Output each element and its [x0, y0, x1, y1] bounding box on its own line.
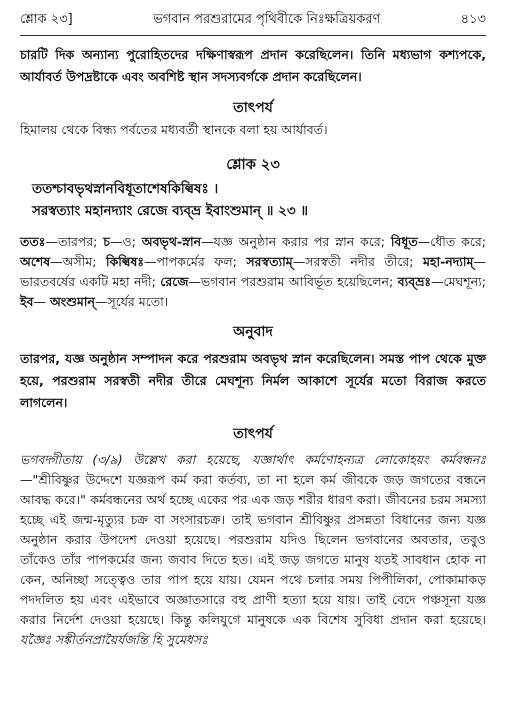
synonym-word: ইব: [20, 294, 34, 309]
translation-heading: অনুবাদ: [233, 324, 273, 340]
purport-heading-2: তাৎপর্য: [233, 426, 273, 442]
purport-body: —"শ্রীবিষ্ণুর উদ্দেশে যজ্ঞরূপ কর্ম করা কর্তব্য, তা না হলে কর্ম জীবকে জড় জগতের বন্ধনে আবদ্ধ করে।" কর্মবন্ধনের অর্থ হচ্ছে একের পর এক জড় শরীর ধারণ করা। জীবনের চরম সমস্যা হচ্ছে এই জন্ম-মৃত্যুর চক্র বা সংসারচক্র। তাই ভগবান শ্রীবিষ্ণুর প্রসন্নতা বিধানের জন্য যজ্ঞ অনুষ্ঠান করার উপদেশ দেওয়া হয়েছে। পরশুরাম যদিও ছিলেন ভগবানের অবতার, তবুও তাঁকেও তাঁর পাপকর্মের জন্য জবাব দিতে হত। এই জড় জগতে মানুষ যতই সাবধান হোক না কেন, অনিচ্ছা সত্ত্বেও তার পাপ হয়ে যায়। যেমন পথে চলার সময় পিপীলিকা, পোকামাকড় পদদলিত হয় এবং এইভাবে অজ্ঞাতসারে বহু প্রাণী হত্যা হয়ে যায়। তাই বেদে পঞ্চসূনা যজ্ঞ করার নির্দেশ দেওয়া হয়েছে। কিন্তু কলিযুগে মানুষকে এক বিশেষ সুবিধা প্রদান করা হয়েছে।: [20, 472, 486, 627]
synonym-word: ব্যব্ভ্রঃ: [397, 274, 432, 289]
synonym-meaning: —ভারতবর্ষের একটি মহা নদী;: [20, 254, 486, 289]
page-number: ৪১৩: [460, 12, 486, 27]
synonym-word: ততঃ: [20, 234, 46, 249]
intro-paragraph: চারটি দিক অন্যান্য পুরোহিতদের দক্ষিণাস্বরূপ প্রদান করেছিলেন। তিনি মধ্যভাগ কশ্যপকে, আর্যাবর্ত উপদ্রষ্টাকে এবং অবশিষ্ট স্থান সদস্যবর্গকে প্রদান করেছিলেন।: [20, 47, 486, 84]
synonym-meaning: —সরস্বতী নদীর তীরে;: [292, 254, 423, 269]
synonym-word: বিধূত: [390, 234, 418, 249]
synonym-word: কিল্বিষঃ: [105, 254, 145, 269]
synonym-meaning: —ভগবান পরশুরাম আবির্ভূত হয়েছিলেন;: [188, 274, 398, 289]
synonym-word: রেজে: [160, 274, 189, 289]
purport-source: ভগবদ্গীতায় (৩/৯) উল্লেখ করা হয়েছে,: [20, 452, 253, 467]
synonym-meaning: —সূর্যের মতো।: [94, 294, 169, 309]
synonym-meaning: —: [33, 294, 50, 309]
page: [20, 10, 486, 650]
synonyms-paragraph: [20, 232, 486, 312]
purport-tail-quote: যজ্ঞৈঃ সঙ্কীর্তনপ্রায়ৈর্যজন্তি হি সুমেধসঃ: [20, 632, 208, 647]
header-title: ভগবান পরশুরামের পৃথিবীকে নিঃক্ষত্রিয়করণ: [153, 12, 381, 27]
synonym-word: সরস্বত্যাম্: [246, 254, 293, 269]
synonym-meaning: —অসীম;: [50, 254, 106, 269]
purport-quote: যজ্ঞার্থাৎ কর্মণোহন্যত্র লোকোহয়ং কর্মবন্ধনঃ: [252, 452, 486, 467]
header-chapter: শ্লোক ২৩]: [20, 12, 73, 27]
purport-heading-1: তাৎপর্য: [233, 100, 273, 116]
synonym-word: মহা-নদ্যাম্: [422, 254, 474, 269]
running-header: [20, 10, 486, 36]
synonym-meaning: —তারপর;: [45, 234, 104, 249]
synonym-word: অশেষ: [20, 254, 51, 269]
verse-line-1: ততশ্চাবভৃথস্নানবিধূতাশেষকিল্বিষঃ ।: [32, 181, 219, 197]
synonym-meaning: —ধৌত করে;: [417, 234, 486, 249]
purport-text-2: [20, 450, 486, 650]
synonym-meaning: —ও;: [110, 234, 142, 249]
sloka-heading: শ্লোক ২৩: [226, 157, 280, 173]
synonym-meaning: —পাপকর্মের ফল;: [144, 254, 247, 269]
synonym-word: অংশুমান্: [49, 294, 95, 309]
synonym-meaning: —যজ্ঞ অনুষ্ঠান করার পর স্নান করে;: [201, 234, 391, 249]
synonym-meaning: —মেঘশূন্য;: [431, 274, 486, 289]
purport-text-1: হিমালয় থেকে বিন্ধ্য পর্বতের মধ্যবর্তী স্থানকে বলা হয় আর্যাবর্ত।: [20, 122, 328, 137]
synonym-word: চ: [103, 234, 110, 249]
synonym-word: অবভৃথ-স্নান: [141, 234, 202, 249]
translation-text: তারপর, যজ্ঞ অনুষ্ঠান সম্পাদন করে পরশুরাম অবভৃথ স্নান করেছিলেন। সমস্ত পাপ থেকে মুক্ত হয়ে, পরশুরাম সরস্বতী নদীর তীরে মেঘশূন্য নির্মল আকাশে সূর্যের মতো বিরাজ করতে লাগলেন।: [20, 351, 486, 410]
verse-line-2: সরস্বত্যাং মহানদ্যাং রেজে ব্যব্ভ্র ইবাংশুমান্ ॥ ২৩ ॥: [32, 203, 308, 219]
